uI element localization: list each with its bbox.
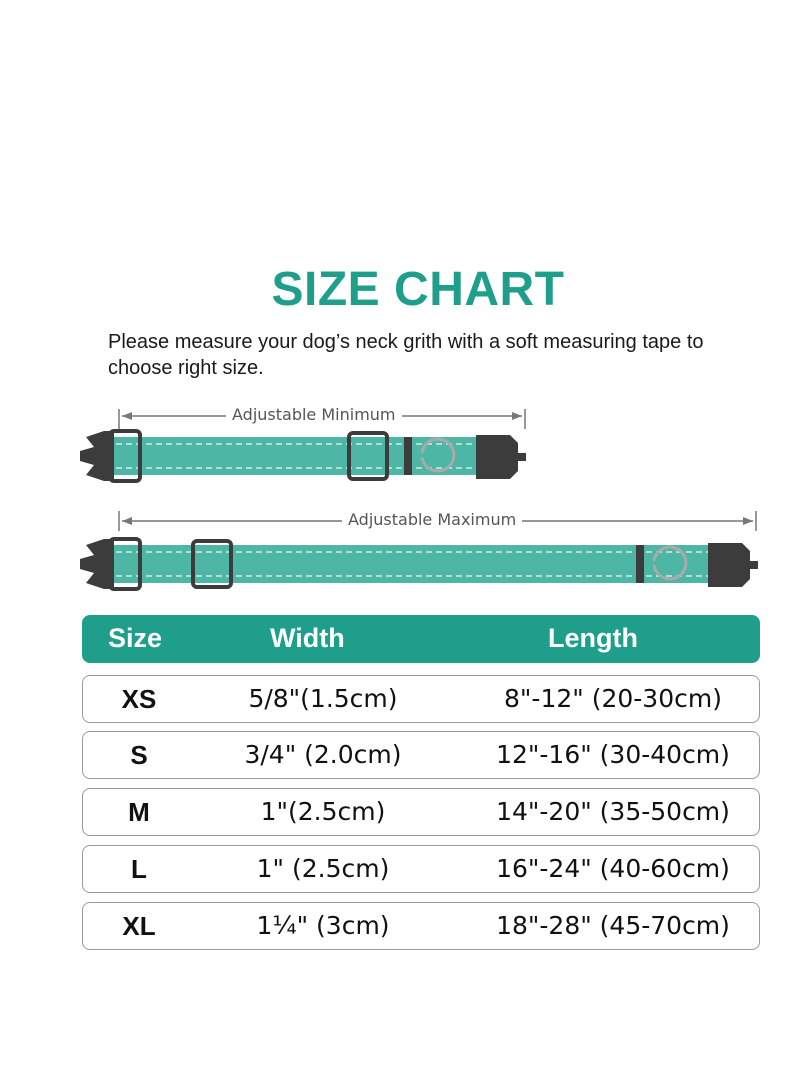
collar-diagram [0, 395, 800, 595]
cell-width: 1" (2.5cm) [256, 854, 390, 883]
cell-length: 8"-12" (20-30cm) [504, 684, 722, 713]
cell-length: 14"-20" (35-50cm) [496, 797, 730, 826]
cell-width: 1"(2.5cm) [260, 797, 386, 826]
table-header [82, 615, 760, 663]
min-label: Adjustable Minimum [226, 405, 402, 424]
cell-size: M [128, 797, 150, 827]
table-row [82, 731, 760, 779]
cell-size: S [130, 740, 148, 770]
table-row [82, 675, 760, 723]
cell-length: 16"-24" (40-60cm) [496, 854, 730, 883]
cell-length: 18"-28" (45-70cm) [496, 911, 730, 940]
header-width: Width [270, 623, 345, 653]
header-length: Length [548, 623, 638, 653]
table-row [82, 845, 760, 893]
cell-size: XS [121, 684, 157, 714]
collar-maximum [80, 539, 758, 589]
cell-size: L [131, 854, 147, 884]
max-label: Adjustable Maximum [342, 510, 522, 529]
table-row [82, 902, 760, 950]
collar-minimum [80, 431, 526, 481]
header-size: Size [108, 623, 163, 653]
table-row [82, 788, 760, 836]
cell-width: 3/4" (2.0cm) [244, 740, 402, 769]
cell-width: 1¼" (3cm) [256, 911, 390, 940]
cell-width: 5/8"(1.5cm) [248, 684, 398, 713]
cell-size: XL [122, 911, 156, 941]
cell-length: 12"-16" (30-40cm) [496, 740, 730, 769]
instructions-text: Please measure your dog’s neck grith with a soft measuring tape to choose right size. [108, 331, 704, 379]
page-title: SIZE CHART [271, 263, 565, 316]
